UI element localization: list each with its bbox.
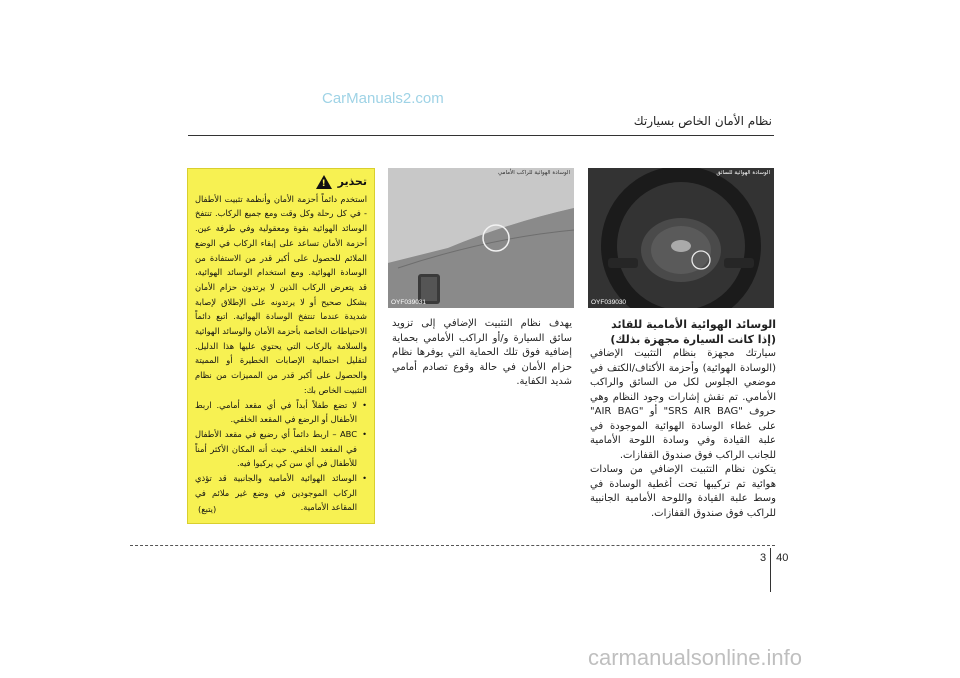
supplemental-restraint-text [392, 317, 572, 390]
photo-code: OYF039031 [391, 299, 427, 306]
footer-divider [130, 545, 775, 546]
page-number [760, 552, 788, 564]
paragraph: يهدف نظام التثبيت الإضافي إلى تزويد سائق السيارة و/أو الراكب الأمامي بحماية إضافية فوق تلك الحماية التي يوفرها نظام حزام الأمان في حالة وقوع تصادم أمامي شديد الكفاية. [392, 318, 572, 387]
warning-header [195, 175, 367, 190]
header-rule [188, 135, 774, 136]
photo-code: OYF039030 [591, 299, 627, 306]
watermark-bottom: carmanualsonline.info [588, 645, 803, 670]
warning-label: تحذير [337, 175, 367, 188]
photo-caption: الوسادة الهوائية للراكب الأمامي [497, 170, 570, 176]
driver-airbag-text [590, 317, 776, 521]
steering-wheel-illustration [588, 168, 774, 308]
warning-triangle-icon [316, 175, 332, 189]
warning-bullets [195, 398, 367, 516]
photo-caption: الوسادة الهوائية للسائق [716, 170, 770, 176]
section-title: نظام الأمان الخاص بسيارتك [633, 114, 772, 128]
chapter-number: 3 [760, 552, 767, 564]
passenger-airbag-photo [388, 168, 574, 308]
paragraph: يتكون نظام التثبيت الإضافي من وسادات هوائية تم تركيبها تحت أغطية الوسادة في وسط علبة القيادة واللوحة الأمامية الجانبية للراكب فوق صندوق القفازات. [590, 464, 776, 519]
warning-bullet: • ABC – اربط دائماً أي رضيع في مقعد الأطفال في المقعد الخلفي. حيث أنه المكان الأكثر أمناً للأطفال في أي سن كي يركبوا فيه. [195, 427, 359, 471]
warning-bullet: • لا تضع طفلاً أبداً في أي مقعد أمامي. اربط الأطفال أو الرضع في المقعد الخلفي. [195, 398, 359, 427]
page-number-value: 40 [776, 552, 789, 564]
section-heading: الوسائد الهوائية الأمامية للقائد [611, 318, 776, 331]
dashboard-illustration [388, 168, 574, 308]
warning-intro: استخدم دائماً أحزمة الأمان وأنظمة تثبيت الأطفال - في كل رحلة وكل وقت ومع جميع الركاب. تنتفخ الوسائد الهوائية بقوة ومعقولية وفي طرفة عين. أحزمة الأمان تساعد على إبقاء الركاب في الوضع الملائم للحصول على أكبر قدر من الاستفادة من الوسادة الهوائية. ومع استخدام الوسائد الهوائية، قد يتعرض الركاب الذين لا يرتدون حزام الأمان بشكل صحيح أو لا يرتدونه على الإطلاق لإصابة شديدة عندما تنتفخ الوسادة الهوائية. اتبع دائماً الاحتياطات الخاصة بأحزمة الأمان والوسائد الهوائية والسلامة بالركاب التي يحتوي عليها هذا الدليل. لتقليل احتمالية الإصابات الخطيرة أو المميتة والحصول على أكبر قدر من المميزات من نظام التثبيت الخاص بك: [195, 193, 367, 395]
watermark-top: CarManuals2.com [322, 90, 444, 107]
warning-box [187, 168, 375, 524]
warning-bullet: • الوسائد الهوائية الأمامية والجانبية قد تؤذي الركاب الموجودين في وضع غير ملائم في المقاعد الأمامية. [195, 471, 359, 515]
continued-label: (يتبع) [198, 504, 217, 515]
driver-airbag-photo [588, 168, 774, 308]
section-subheading: (إذا كانت السيارة مجهزة بذلك) [610, 333, 776, 346]
paragraph: سيارتك مجهزة بنظام التثبيت الإضافي (الوسادة الهوائية) وأحزمة الأكتاف/الكتف في موضعي الجلوس لكل من السائق والراكب الأمامي. تم نقش إشارات وجود النظام وهي حروف "SRS AIR BAG" أو "AIR BAG" على غطاء الوسادة الهوائية الموجودة في علبة القيادة وفي وسادة اللوحة الأمامية للجانب الراكب فوق صندوق القفازات. [590, 348, 776, 461]
